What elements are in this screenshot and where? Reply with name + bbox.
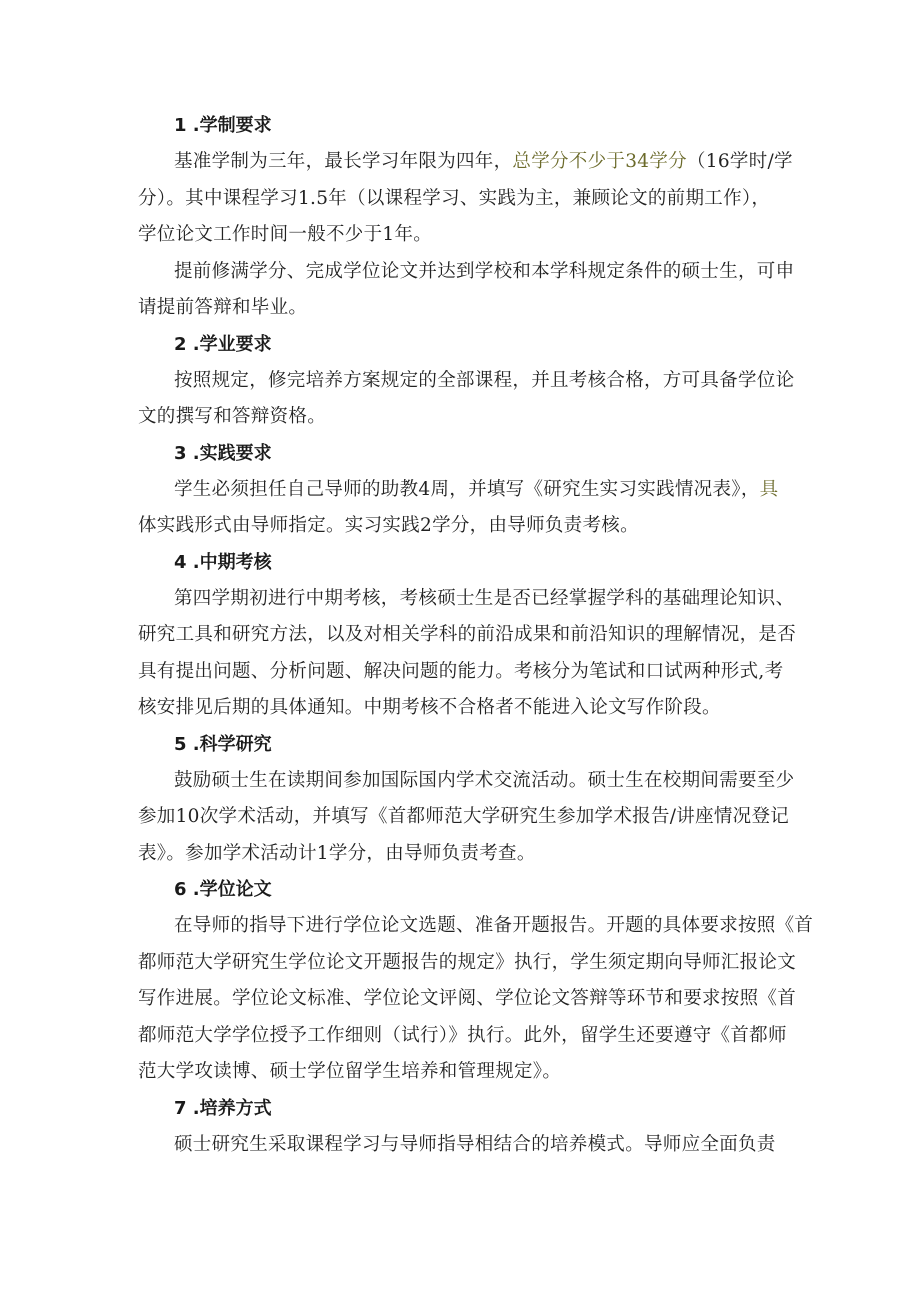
text-segment: 硕士研究生采取课程学习与导师指导相结合的培养模式。导师应全面负责 xyxy=(174,1133,776,1155)
text-line xyxy=(138,508,798,545)
text-segment: 具有提出问题、分析问题、解决问题的能力。考核分为笔试和口试两种形式,考 xyxy=(138,660,784,682)
document-page xyxy=(138,108,814,1163)
section-title: 1 .学制要求 xyxy=(174,115,272,136)
paragraph xyxy=(138,763,798,873)
text-segment: 研究工具和研究方法，以及对相关学科的前沿成果和前沿知识的理解情况，是否 xyxy=(138,624,797,645)
text-segment: （16学时/学 xyxy=(686,151,793,172)
text-line xyxy=(138,617,798,654)
text-line xyxy=(138,363,798,400)
text-line xyxy=(138,908,814,945)
section-title: 2 .学业要求 xyxy=(174,333,272,355)
text-line xyxy=(138,799,798,836)
text-segment: 范大学攻读博、硕士学位留学生培养和管理规定》。 xyxy=(138,1061,562,1082)
text-line xyxy=(138,254,798,291)
text-segment: 提前修满学分、完成学位论文并达到学校和本学科规定条件的硕士生，可申 xyxy=(174,260,795,282)
text-line xyxy=(138,654,798,691)
text-line xyxy=(138,290,798,327)
text-segment: 文的撰写和答辩资格。 xyxy=(138,406,327,427)
text-line xyxy=(138,581,798,618)
paragraph xyxy=(138,1127,798,1164)
section-title: 5 .科学研究 xyxy=(174,733,272,755)
paragraph xyxy=(138,908,814,1091)
text-segment: 核安排见后期的具体通知。中期考核不合格者不能进入论文写作阶段。 xyxy=(138,697,721,718)
text-line xyxy=(138,399,798,436)
highlighted-text: 具 xyxy=(759,478,779,500)
text-segment: 参加10次学术活动，并填写《首都师范大学研究生参加学术报告/讲座情况登记 xyxy=(138,806,790,827)
text-line xyxy=(138,763,798,800)
text-line xyxy=(138,217,798,254)
highlighted-text: 总学分不少于34学分 xyxy=(512,151,687,172)
text-line xyxy=(138,945,798,982)
text-segment: 学位论文工作时间一般不少于1年。 xyxy=(138,224,433,245)
text-line xyxy=(138,181,798,218)
text-line xyxy=(138,1054,798,1091)
text-segment: 按照规定，修完培养方案规定的全部课程，并且考核合格，方可具备学位论 xyxy=(174,369,795,391)
text-line xyxy=(138,981,798,1018)
text-segment: 表》。参加学术活动计1学分，由导师负责考查。 xyxy=(138,842,536,864)
text-segment: 写作进展。学位论文标准、学位论文评阅、学位论文答辩等环节和要求按照《首 xyxy=(138,988,797,1009)
text-segment: 学生必须担任自己导师的助教4周，并填写《研究生实习实践情况表》， xyxy=(174,478,760,500)
text-line xyxy=(138,1018,798,1055)
section-title: 6 .学位论文 xyxy=(174,879,272,900)
section-title: 7 .培养方式 xyxy=(174,1097,272,1119)
text-segment: 请提前答辩和毕业。 xyxy=(138,297,308,318)
paragraph xyxy=(138,144,798,254)
text-line xyxy=(138,1127,798,1164)
section-title: 3 .实践要求 xyxy=(174,442,272,464)
section-title: 4 .中期考核 xyxy=(174,551,272,573)
text-segment: 体实践形式由导师指定。实习实践2学分，由导师负责考核。 xyxy=(138,515,639,536)
text-line xyxy=(138,690,798,727)
paragraph xyxy=(138,581,798,727)
paragraph xyxy=(138,363,798,436)
text-line xyxy=(138,472,798,509)
text-segment: 分）。其中课程学习1.5年（以课程学习、实践为主，兼顾论文的前期工作）， xyxy=(138,187,771,209)
text-line xyxy=(138,144,798,181)
text-segment: 都师范大学学位授予工作细则（试行）》执行。此外，留学生还要遵守《首都师 xyxy=(138,1024,787,1046)
text-segment: 在导师的指导下进行学位论文选题、准备开题报告。开题的具体要求按照《首 xyxy=(174,915,814,936)
text-segment: 鼓励硕士生在读期间参加国际国内学术交流活动。硕士生在校期间需要至少 xyxy=(174,769,795,791)
text-line xyxy=(138,836,798,873)
text-segment: 基准学制为三年，最长学习年限为四年， xyxy=(174,151,513,172)
paragraph xyxy=(138,472,798,545)
text-segment: 都师范大学研究生学位论文开题报告的规定》执行，学生须定期向导师汇报论文 xyxy=(138,951,797,973)
text-segment: 第四学期初进行中期考核，考核硕士生是否已经掌握学科的基础理论知识、 xyxy=(174,587,795,609)
paragraph xyxy=(138,254,798,327)
